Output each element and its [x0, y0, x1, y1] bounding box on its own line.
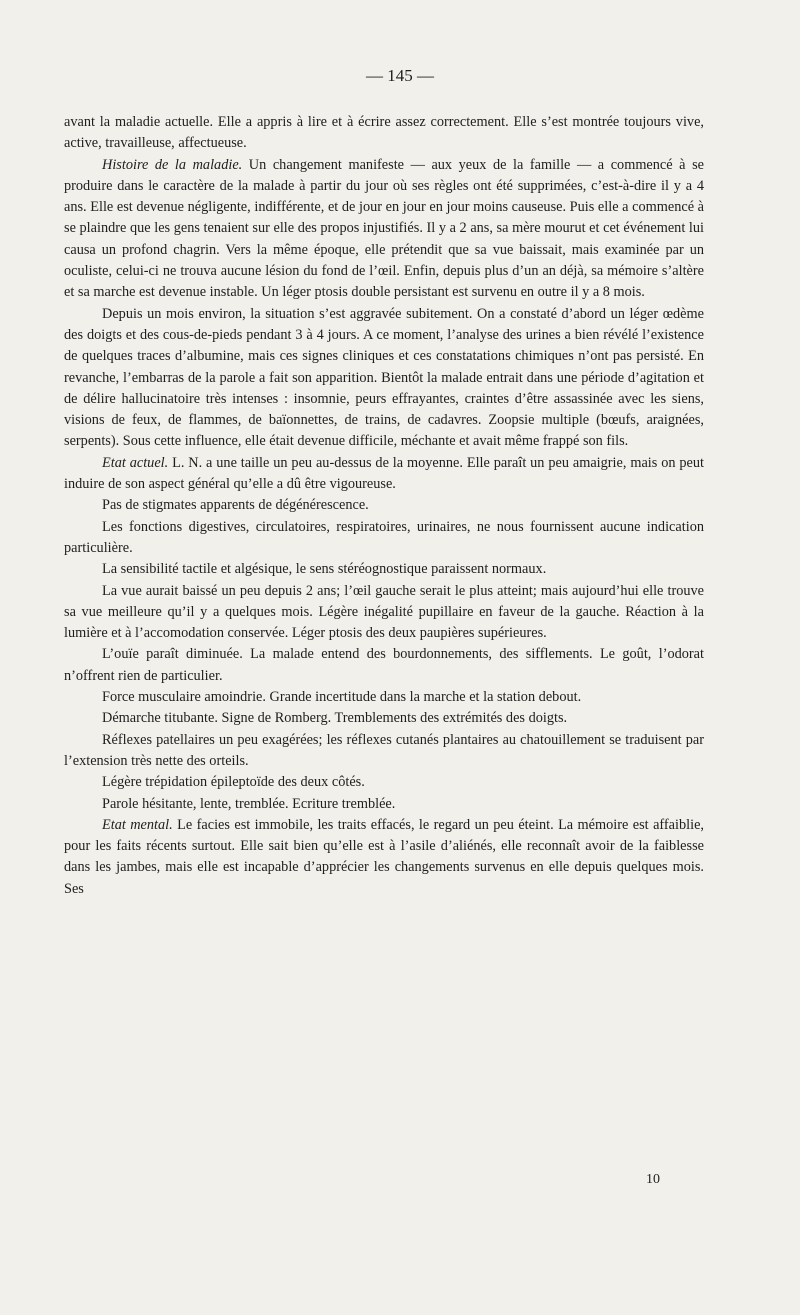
paragraph: Histoire de la maladie. Un changement manifeste — aux yeux de la famille — a commencé à se produire dans le caractère de la malade à partir du jour où ses règles ont été supprimées, c’est-à-dire il y a 4 ans. Elle est devenue négligente, indifférente, et de jour en jour en jour moins causeuse. Puis elle a commencé à se plaindre que les gens tenaient sur elle des propos injustifiés. Il y a 2 ans, sa mère mourut et cet événement lui causa un profond chagrin. Vers la même époque, elle prétendit que sa vue baissait, mais examinée par un oculiste, celui-ci ne trouva aucune lésion du fond de l’œil. Enfin, depuis plus d’un an déjà, sa mémoire s’altère et sa marche est devenue instable. Un léger ptosis double persistant est survenu en outre il y a 8 mois.	[64, 156, 704, 301]
paragraph: avant la maladie actuelle. Elle a appris à lire et à écrire assez correctement. Elle s’est montrée toujours vive, active, travailleuse, affectueuse.	[64, 114, 704, 152]
paragraph: Depuis un mois environ, la situation s’est aggravée subitement. On a constaté d’abord un léger œdème des doigts et des cous-de-pieds pendant 3 à 4 jours. A ce moment, l’analyse des urines a bien révélé l’existence de quelques traces d’albumine, mais ces signes cliniques et ces constatations chimiques n’ont pas persisté. En revanche, l’embarras de la parole a fait son apparition. Bientôt la malade entrait dans une période d’agitation et de délire hallucinatoire très intenses : insomnie, peurs effrayantes, craintes d’être assassinée avec les siens, visions de feux, de flammes, de baïonnettes, de trains, de cadavres. Zoopsie multiple (bœufs, araignées, serpents). Sous cette influence, elle était devenue difficile, méchante et avait même frappé son fils.	[64, 305, 704, 450]
paragraph: Force musculaire amoindrie. Grande incertitude dans la marche et la station debout.	[102, 689, 582, 706]
signature-mark: 10	[646, 1172, 660, 1187]
paragraph: Pas de stigmates apparents de dégénérescence.	[102, 497, 369, 514]
paragraph: Etat mental. Le facies est immobile, les traits effacés, le regard un peu éteint. La mémoire est affaiblie, pour les faits récents surtout. Elle sait bien qu’elle est à l’asile d’aliénés, elle reconnaît avoir de la faiblesse dans les jambes, mais elle est incapable d’apprécier les changements survenus en elle depuis quelques mois. Ses	[64, 816, 705, 897]
paragraph: Parole hésitante, lente, tremblée. Ecriture tremblée.	[102, 795, 396, 812]
paragraph: La vue aurait baissé un peu depuis 2 ans; l’œil gauche serait le plus atteint; mais aujourd’hui elle trouve sa vue meilleure qu’il y a quelques mois. Légère inégalité pupillaire en faveur de la gauche. Réaction à la lumière et à l’accomodation conservée. Léger ptosis des deux paupières supérieures.	[64, 582, 704, 642]
paragraph: Démarche titubante. Signe de Romberg. Tremblements des extrémités des doigts.	[102, 710, 568, 727]
paragraph: Les fonctions digestives, circulatoires, respiratoires, urinaires, ne nous fournissent aucune indication particulière.	[64, 518, 704, 556]
paragraph: L’ouïe paraît diminuée. La malade entend des bourdonnements, des sifflements. Le goût, l’odorat n’offrent rien de particulier.	[64, 646, 704, 684]
page-number: — 145 —	[366, 66, 434, 85]
body-text	[64, 112, 704, 900]
section-heading: Etat mental.	[102, 816, 173, 833]
paragraph: Légère trépidation épileptoïde des deux côtés.	[102, 774, 365, 791]
section-heading: Histoire de la maladie.	[102, 156, 243, 173]
section-heading: Etat actuel.	[102, 454, 169, 471]
paragraph: La sensibilité tactile et algésique, le sens stéréognostique paraissent normaux.	[102, 561, 547, 578]
paragraph: Réflexes patellaires un peu exagérées; les réflexes cutanés plantaires au chatouillement se traduisent par l’extension très nette des orteils.	[64, 731, 704, 769]
paragraph: Etat actuel. L. N. a une taille un peu au-dessus de la moyenne. Elle paraît un peu amaigrie, mais on peut induire de son aspect général qu’elle a dû être vigoureuse.	[64, 454, 704, 493]
